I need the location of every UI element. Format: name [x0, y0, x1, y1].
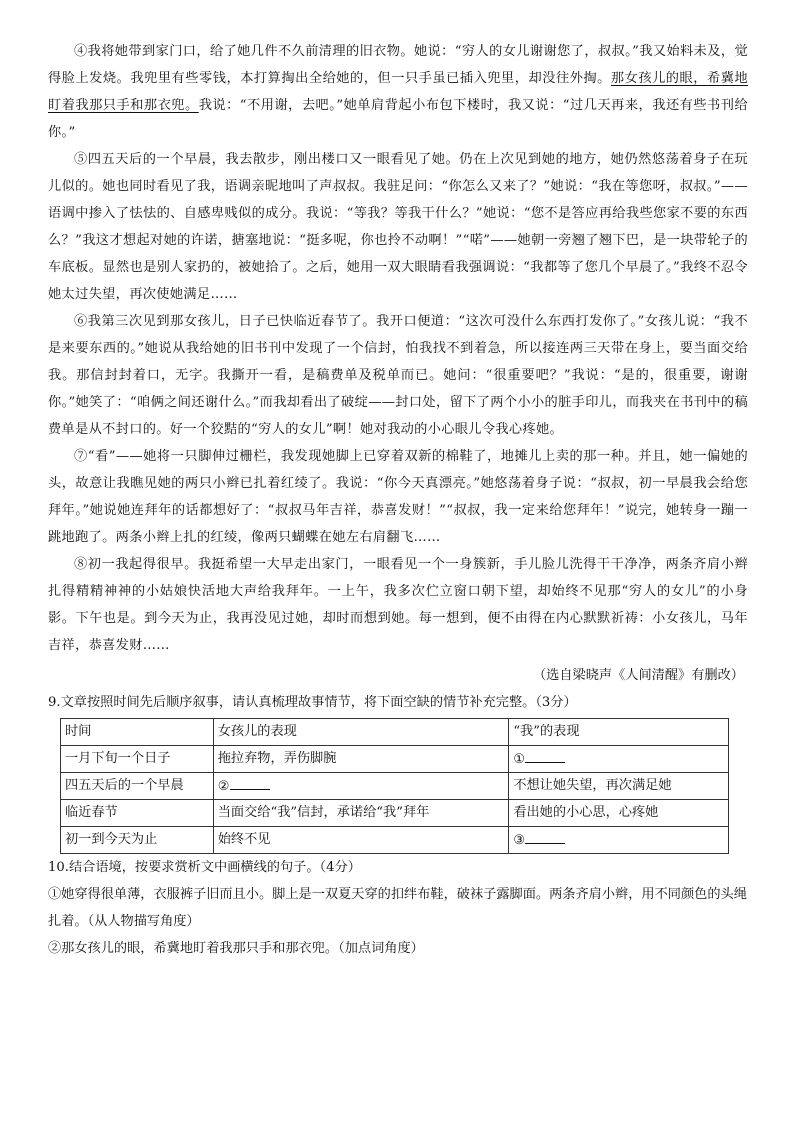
question-9-prompt: 9.文章按照时间先后顺序叙事，请认真梳理故事情节，将下面空缺的情节补充完整。（3分）: [48, 695, 577, 710]
paragraph-4: [48, 38, 748, 146]
table-row: [61, 827, 729, 854]
paragraph-4-text-a: ④我将她带到家门口，给了她几件不久前清理的旧衣物。她说：“穷人的女儿谢谢您了，叔叔。”我又始料未及，觉得脸上发烧。我兜里有些零钱，本打算掏出全给她的，但一只手虽已插入兜里，却没往外掏。: [48, 44, 748, 86]
question-10-prompt: 10.结合语境，按要求赏析文中画横线的句子。（4分）: [48, 860, 361, 875]
paragraph-8: ⑧初一我起得很早。我挺希望一大早走出家门，一眼看见一个一身簇新，手儿脸儿洗得干干净净，两条齐肩小辫扎得精精神神的小姑娘快活地大声给我拜年。一上午，我多次伫立窗口朝下望，却始终不见那“穷人的女儿”的小身影。下午也是。到今天为止，我再没见过她，却时而想到她。每一想到，便不由得在内心默默祈祷：小女孩儿，马年吉祥，恭喜发财……: [48, 557, 748, 653]
paragraph-5: ⑤四五天后的一个早晨，我去散步，刚出楼口又一眼看见了她。仍在上次见到她的地方，她仍然悠荡着身子在玩儿似的。她也同时看见了我，语调亲昵地叫了声叔叔。我驻足问：“你怎么又来了？”她说：“我在等您呀，叔叔。”——语调中掺入了怯怯的、自感卑贱似的成分。我说：“等我？等我干什么？”她说：“您不是答应再给我些您家不要的东西么？”我这才想起对她的许诺，搪塞地说：“挺多呢，你也拎不动啊！”“喏”——她朝一旁翘了翘下巴，是一块带轮子的车底板。显然也是别人家扔的，被她拾了。之后，她用一双大眼睛看我强调说：“我都等了您几个早晨了。”我终不忍令她太过失望，再次使她满足……: [48, 152, 748, 302]
paragraph-4-text-b: 我说：“不用谢，去吧。”她单肩背起小布包下楼时，我又说：“过几天再来，我还有些书刊给你。”: [48, 98, 748, 140]
table-cell: 初一到今天为止: [61, 827, 214, 854]
header-cell: “我”的表现: [509, 719, 729, 746]
table-row: [61, 773, 729, 800]
table-cell: 当面交给“我”信封，承诺给“我”拜年: [213, 800, 509, 827]
table-row: [61, 746, 729, 773]
paragraph-7: ⑦“看”——她将一只脚伸过栅栏，我发现她脚上已穿着双新的棉鞋了，地摊儿上卖的那一种。并且，她一偏她的头，故意让我瞧见她的两只小辫已扎着红绫了。我说：“你今天真漂亮。”她悠荡着身子说：“叔叔，初一早晨我会给您拜年。”她说她连拜年的话都想好了：“叔叔马年吉祥，恭喜发财！”“叔叔，我一定来给您拜年！”说完，她转身一蹦一跳地跑了。两条小辫上扎的红绫，像两只蝴蝶在她左右肩翻飞……: [48, 449, 748, 545]
question-10-item-1: ①她穿得很单薄，衣服裤子旧而且小。脚上是一双夏天穿的扣绊布鞋，破袜子露脚面。两条齐肩小辫，用不同颜色的头绳扎着。（从人物描写角度）: [48, 887, 747, 929]
question-10-item-2: ②那女孩儿的眼，希冀地盯着我那只手和那衣兜。（加点词角度）: [48, 941, 424, 956]
table-cell: 临近春节: [61, 800, 214, 827]
table-cell: 看出她的小心思，心疼她: [509, 800, 729, 827]
table-cell: 一月下旬一个日子: [61, 746, 214, 773]
table-cell: 拖拉弃物，弄伤脚腕: [213, 746, 509, 773]
table-cell-blank[interactable]: ③: [509, 827, 729, 854]
paragraph-6: ⑥我第三次见到那女孩儿，日子已快临近春节了。我开口便道：“这次可没什么东西打发你了。”女孩儿说：“我不是来要东西的。”她说从我给她的旧书刊中发现了一个信封，怕我找不到着急，所以接连两三天带在身上，要当面交给我。那信封封着口，无字。我撕开一看，是稿费单及税单而已。她问：“很重要吧？”我说：“是的，很重要，谢谢你。”她笑了：“咱俩之间还谢什么。”而我却看出了破绽——封口处，留下了两个小小的脏手印儿，而我夹在书刊中的稿费单是从不封口的。好一个狡黠的“穷人的女儿”啊！她对我动的小心眼儿令我心疼她。: [48, 314, 748, 437]
table-cell-blank[interactable]: ①: [509, 746, 729, 773]
header-cell: 女孩儿的表现: [213, 719, 509, 746]
answer-blank-2[interactable]: [230, 777, 270, 790]
table-cell: 四五天后的一个早晨: [61, 773, 214, 800]
table-header-row: [61, 719, 729, 746]
header-cell: 时间: [61, 719, 214, 746]
table-cell: 始终不见: [213, 827, 509, 854]
answer-blank-3[interactable]: [525, 831, 565, 844]
plot-table: [60, 718, 729, 854]
table-cell-blank[interactable]: ②: [213, 773, 509, 800]
underlined-sentence: 那女孩儿的眼，希冀地盯着我那只手和那衣兜。: [48, 71, 748, 113]
article-source: （选自梁晓声《人间清醒》有删改）: [533, 668, 744, 683]
table-row: [61, 800, 729, 827]
exam-page: [48, 38, 748, 962]
answer-blank-1[interactable]: [525, 750, 565, 763]
table-cell: 不想让她失望，再次满足她: [509, 773, 729, 800]
